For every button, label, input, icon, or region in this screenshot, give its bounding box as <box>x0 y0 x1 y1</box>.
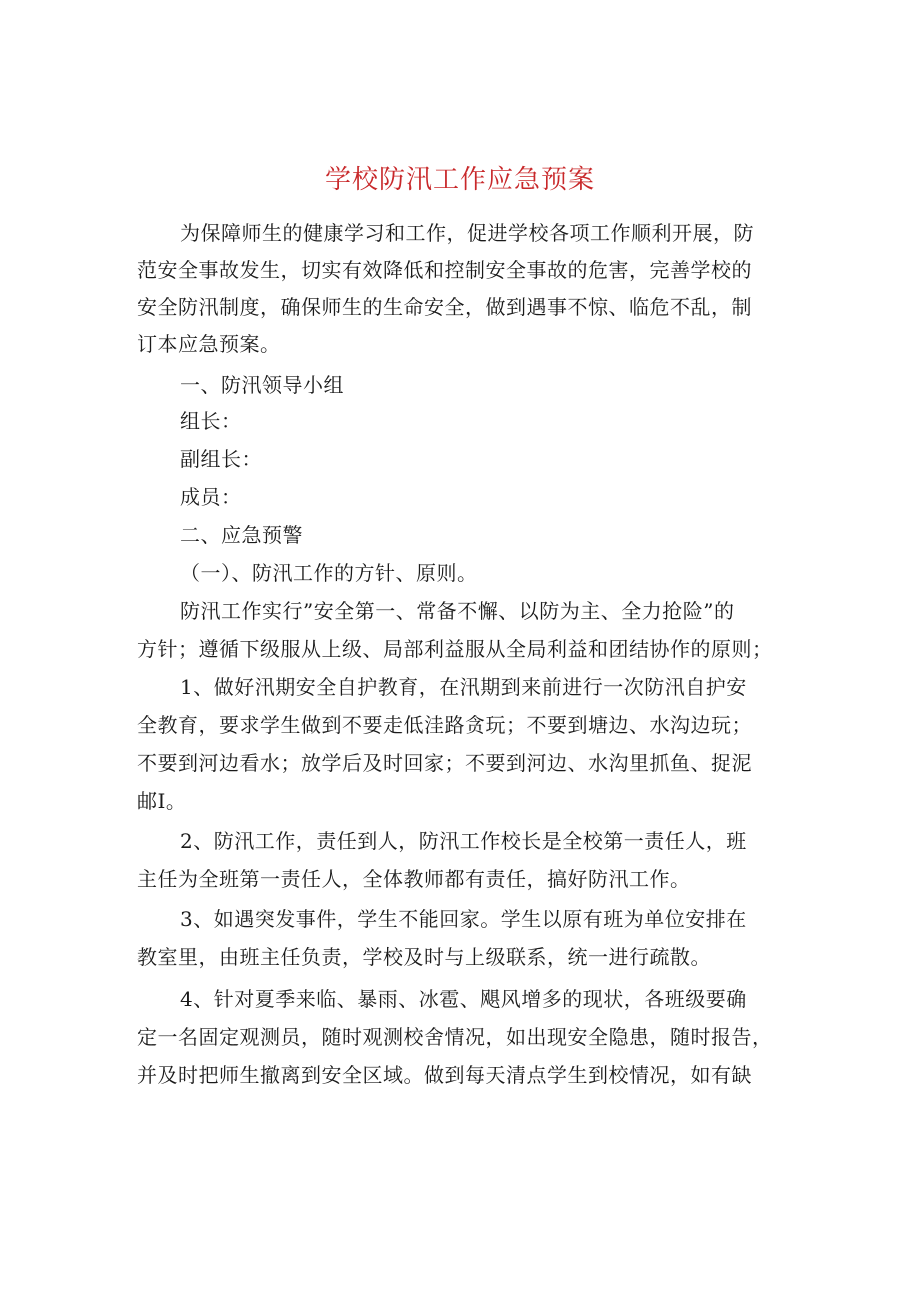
paragraph-line: 2、防汛工作，责任到人，防汛工作校长是全校第一责任人，班 <box>180 829 747 853</box>
document-title: 学校防汛工作应急预案 <box>324 165 595 195</box>
paragraph-line: 为保障师生的健康学习和工作，促进学校各项工作顺利开展，防 <box>180 221 754 245</box>
paragraph-line: 定一名固定观测员，随时观测校舍情况，如出现安全隐患，随时报告， <box>137 1025 773 1049</box>
section-heading: 一、防汛领导小组 <box>180 373 344 397</box>
paragraph-line: 1、做好汛期安全自护教育，在汛期到来前进行一次防汛自护安 <box>180 675 747 699</box>
paragraph-line: 方针；遵循下级服从上级、局部利益服从全局利益和团结协作的原则； <box>137 637 773 661</box>
paragraph-line: 教室里，由班主任负责，学校及时与上级联系，统一进行疏散。 <box>137 945 711 969</box>
paragraph-line: 3、如遇突发事件，学生不能回家。学生以原有班为单位安排在 <box>180 907 747 931</box>
paragraph-line: 主任为全班第一责任人，全体教师都有责任，搞好防汛工作。 <box>137 867 691 891</box>
paragraph-line: 全教育，要求学生做到不要走低洼路贪玩；不要到塘边、水沟边玩； <box>137 713 752 737</box>
paragraph-line: 范安全事故发生，切实有效降低和控制安全事故的危害，完善学校的 <box>137 258 752 282</box>
subsection-heading: （一）、防汛工作的方针、原则。 <box>180 561 478 585</box>
paragraph-line: 邮I。 <box>137 789 187 813</box>
field-label: 组长： <box>180 409 242 433</box>
section-heading: 二、应急预警 <box>180 523 303 547</box>
field-label: 副组长： <box>180 447 262 471</box>
paragraph-line: 订本应急预案。 <box>137 332 281 356</box>
paragraph-line: 防汛工作实行”安全第一、常备不懈、以防为主、全力抢险”的 <box>180 599 735 623</box>
paragraph-line: 并及时把师生撤离到安全区域。做到每天清点学生到校情况，如有缺 <box>137 1063 752 1087</box>
paragraph-line: 4、针对夏季来临、暴雨、冰雹、飓风增多的现状，各班级要确 <box>180 987 747 1011</box>
field-label: 成员： <box>180 485 242 509</box>
paragraph-line: 安全防汛制度，确保师生的生命安全，做到遇事不惊、临危不乱，制 <box>137 295 752 319</box>
paragraph-line: 不要到河边看水；放学后及时回家；不要到河边、水沟里抓鱼、捉泥 <box>137 751 752 775</box>
